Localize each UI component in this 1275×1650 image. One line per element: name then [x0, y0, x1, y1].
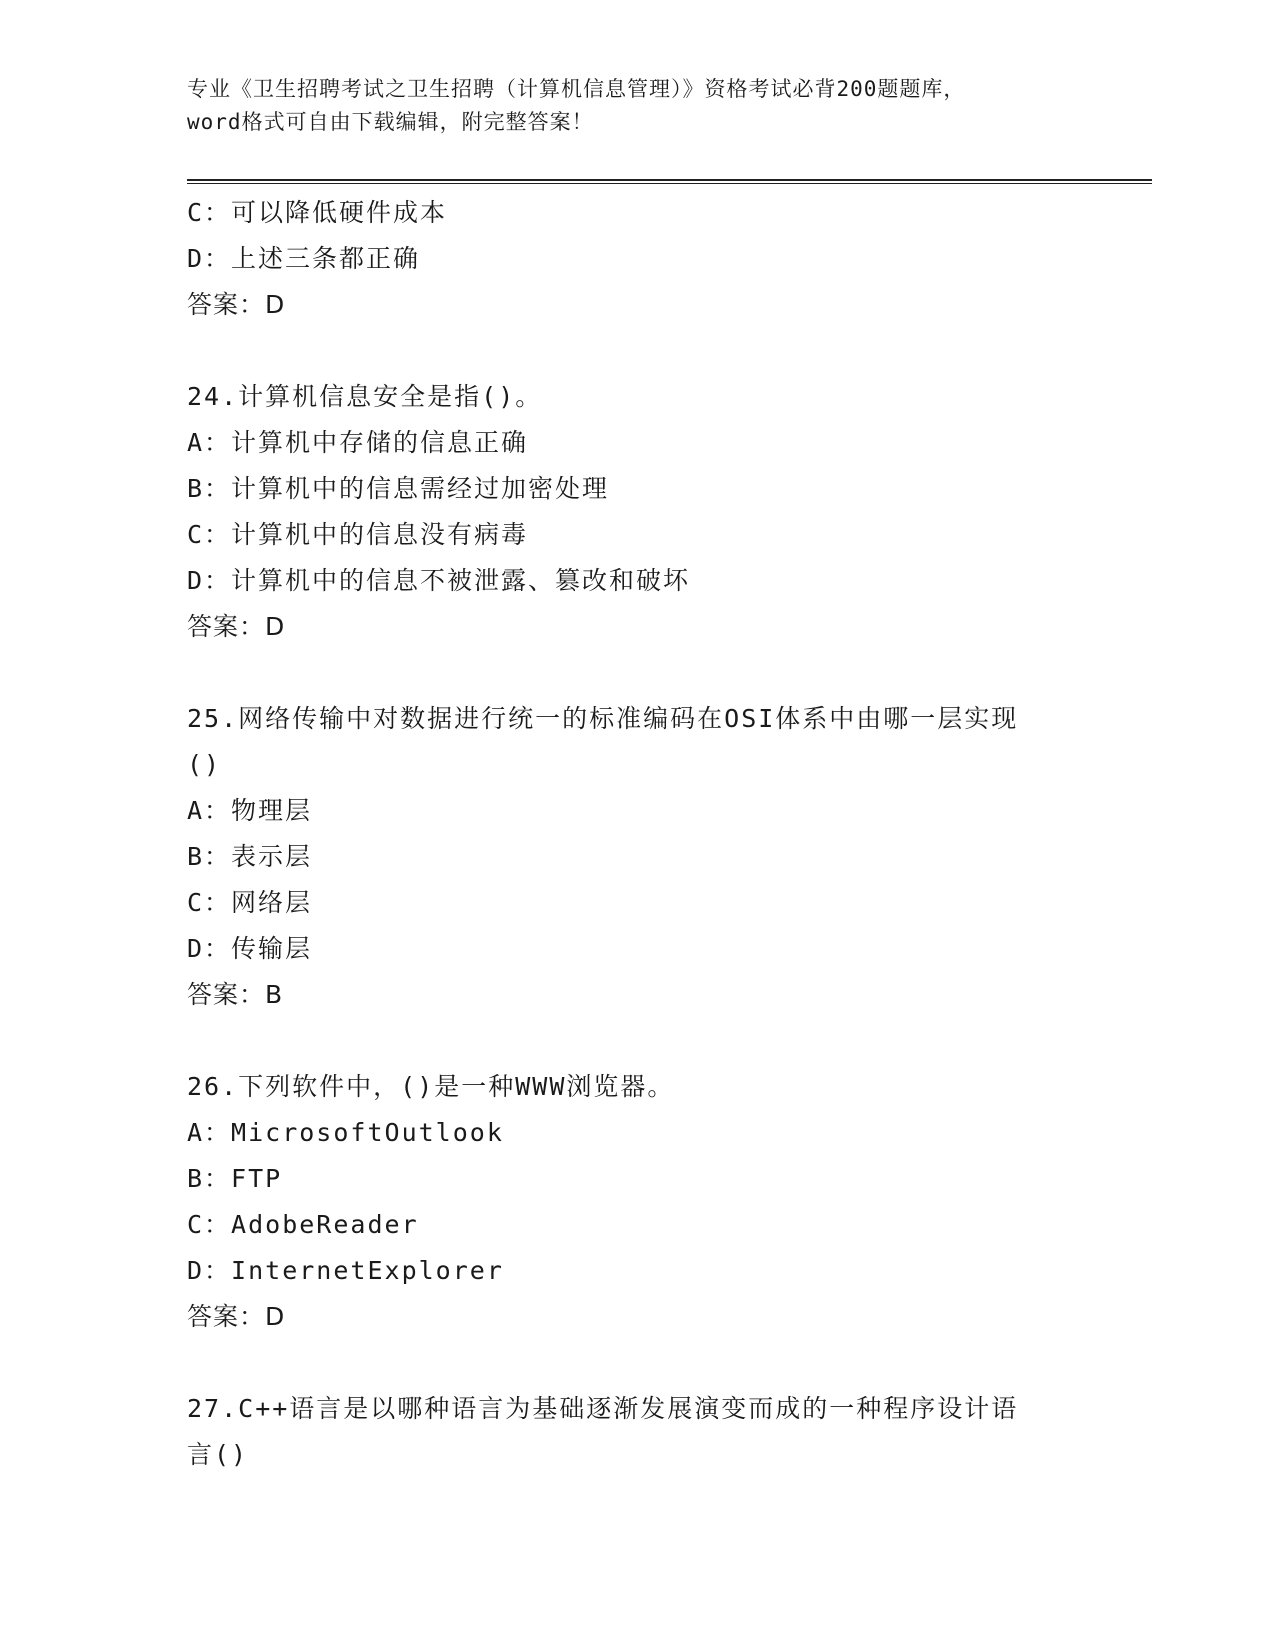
- option-c: C：计算机中的信息没有病毒: [187, 520, 529, 549]
- spacer: [187, 650, 1087, 696]
- question-text: 27.C++语言是以哪种语言为基础逐渐发展演变而成的一种程序设计语: [187, 1394, 1019, 1423]
- option-d: D：上述三条都正确: [187, 244, 421, 273]
- question-list: [187, 190, 1087, 1478]
- option-a: A：物理层: [187, 796, 313, 825]
- option-a: A：MicrosoftOutlook: [187, 1118, 504, 1147]
- header-divider: [187, 179, 1152, 184]
- header-title-line-2: word格式可自由下载编辑，附完整答案！: [187, 110, 594, 134]
- spacer: [187, 328, 1087, 374]
- option-c: C：AdobeReader: [187, 1210, 419, 1239]
- spacer: [187, 1018, 1087, 1064]
- question-text: 25.网络传输中对数据进行统一的标准编码在OSI体系中由哪一层实现: [187, 704, 1019, 733]
- question-block-25: [187, 696, 1087, 1018]
- option-b: B：表示层: [187, 842, 313, 871]
- question-text-continued: (): [187, 750, 222, 779]
- answer-line: 答案：D: [187, 290, 286, 319]
- option-d: D：传输层: [187, 934, 313, 963]
- question-text: 26.下列软件中，()是一种WWW浏览器。: [187, 1072, 675, 1101]
- option-d: D：计算机中的信息不被泄露、篡改和破坏: [187, 566, 691, 595]
- option-c: C：可以降低硬件成本: [187, 198, 448, 227]
- answer-line: 答案：D: [187, 612, 286, 641]
- document-header: [187, 73, 1067, 139]
- answer-line: 答案：B: [187, 980, 284, 1009]
- option-b: B：计算机中的信息需经过加密处理: [187, 474, 610, 503]
- answer-line: 答案：D: [187, 1302, 286, 1331]
- header-title-line-1: 专业《卫生招聘考试之卫生招聘（计算机信息管理）》资格考试必背200题题库，: [187, 77, 966, 101]
- question-block-23: [187, 190, 1087, 328]
- spacer: [187, 1340, 1087, 1386]
- question-text: 24.计算机信息安全是指()。: [187, 382, 543, 411]
- question-block-27: [187, 1386, 1087, 1478]
- question-text-continued: 言(): [187, 1440, 249, 1469]
- option-c: C：网络层: [187, 888, 313, 917]
- question-block-26: [187, 1064, 1087, 1340]
- option-b: B：FTP: [187, 1164, 283, 1193]
- option-d: D：InternetExplorer: [187, 1256, 504, 1285]
- option-a: A：计算机中存储的信息正确: [187, 428, 529, 457]
- question-block-24: [187, 374, 1087, 650]
